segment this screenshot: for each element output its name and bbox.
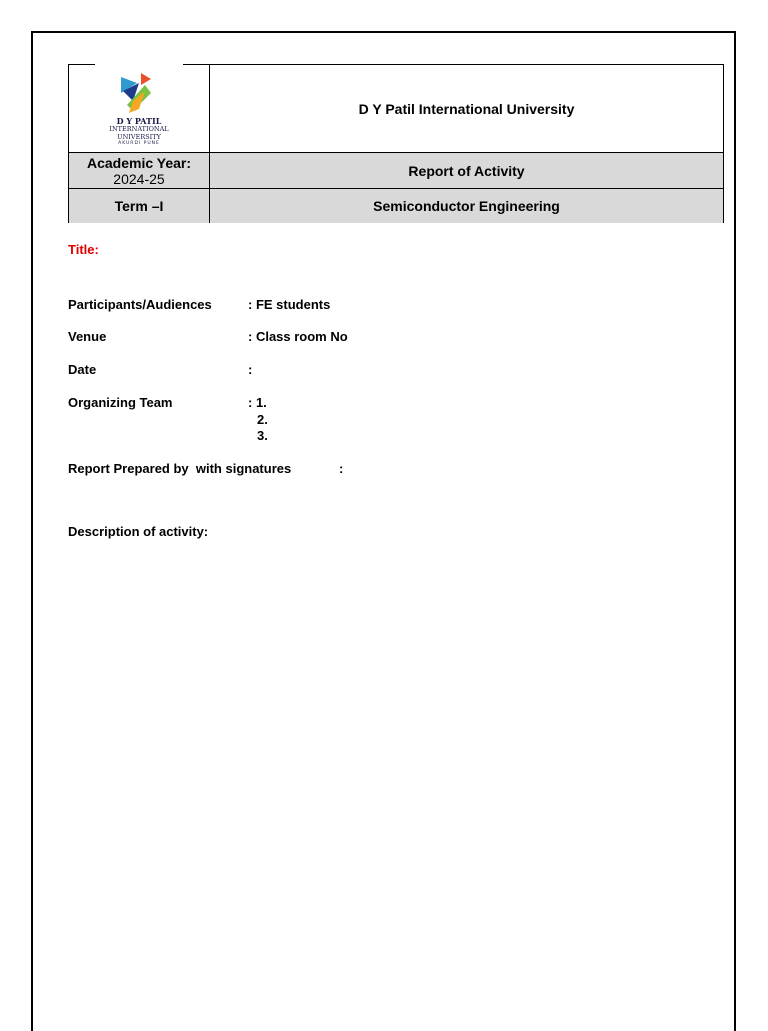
logo-cell bbox=[69, 65, 210, 152]
university-name: D Y Patil International University bbox=[358, 100, 575, 117]
team-member-1: : 1. bbox=[248, 395, 267, 410]
team-member-2: 2. bbox=[257, 411, 268, 427]
logo-text-line1: D Y PATIL bbox=[116, 116, 162, 126]
term-cell bbox=[69, 189, 210, 223]
date-value: : bbox=[248, 362, 253, 377]
academic-year-cell bbox=[69, 153, 210, 188]
organizing-team-label: Organizing Team bbox=[68, 395, 173, 410]
term-row bbox=[69, 188, 723, 223]
organizing-team-list bbox=[248, 395, 268, 445]
team-member-3: 3. bbox=[257, 428, 268, 443]
academic-year-value: 2024-25 bbox=[113, 170, 165, 187]
term-label: Term –I bbox=[114, 198, 164, 214]
university-logo-icon bbox=[119, 71, 161, 115]
department-name: Semiconductor Engineering bbox=[373, 198, 560, 214]
description-label: Description of activity: bbox=[68, 524, 209, 539]
venue-label: Venue bbox=[68, 329, 107, 344]
academic-year-row bbox=[69, 152, 723, 188]
date-label: Date bbox=[68, 362, 97, 377]
title-label: Title: bbox=[68, 242, 99, 257]
logo-text-line2: INTERNATIONAL bbox=[109, 125, 169, 133]
logo-text-line3: UNIVERSITY bbox=[117, 133, 161, 141]
venue-value: : Class room No bbox=[248, 329, 348, 344]
participants-value: : FE students bbox=[248, 297, 331, 312]
report-title: Report of Activity bbox=[408, 162, 525, 179]
logo-text-line4: AKURDI PUNE bbox=[118, 141, 160, 146]
academic-year-label: Academic Year: bbox=[86, 154, 192, 171]
report-prepared-colon: : bbox=[339, 461, 344, 476]
participants-label: Participants/Audiences bbox=[68, 297, 212, 312]
header-table bbox=[68, 64, 724, 223]
report-prepared-label: Report Prepared by with signatures bbox=[68, 461, 292, 476]
